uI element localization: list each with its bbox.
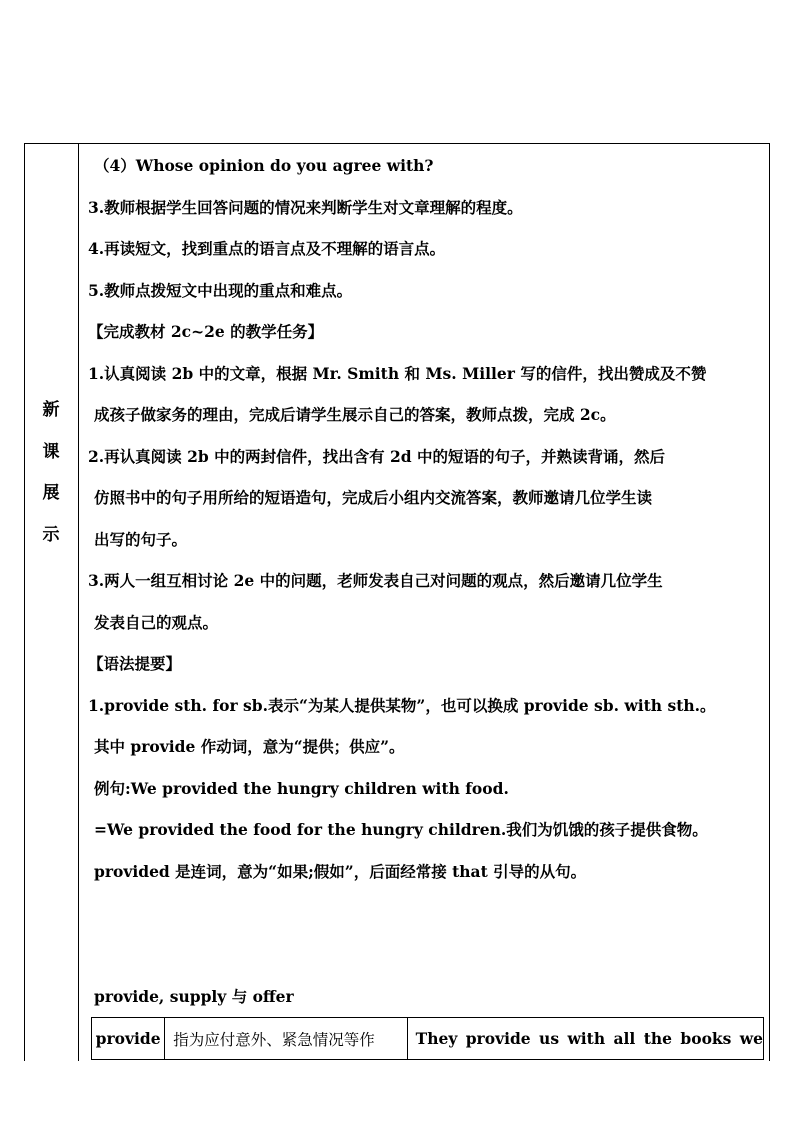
task-line: 2.再认真阅读 2b 中的两封信件，找出含有 2d 中的短语的句子，并熟读背诵，然后	[88, 447, 666, 466]
step-line: 3.教师根据学生回答问题的情况来判断学生对文章理解的程度。	[88, 198, 523, 217]
step-line: 5.教师点拨短文中出现的重点和难点。	[88, 281, 353, 300]
comparison-table	[91, 1017, 764, 1060]
section-heading: 【完成教材 2c~2e 的教学任务】	[88, 322, 324, 341]
task-line: 成孩子做家务的理由，完成后请学生展示自己的答案，教师点拨，完成 2c。	[94, 405, 616, 424]
task-line: 出写的句子。	[94, 530, 188, 549]
table-example-cell: They provide us with all the books we	[415, 1029, 763, 1048]
grammar-line: 其中 provide 作动词，意为“提供；供应”。	[94, 737, 405, 756]
column-divider	[78, 143, 79, 1061]
section-label	[24, 390, 78, 556]
section-label-char: 课	[42, 441, 60, 462]
section-label-char: 新	[42, 400, 60, 420]
step-line: 4.再读短文，找到重点的语言点及不理解的语言点。	[88, 239, 446, 258]
grammar-line: provided 是连词，意为“如果;假如”，后面经常接 that 引导的从句。	[94, 862, 587, 881]
section-label-char: 展	[42, 483, 60, 503]
table-meaning-cell: 指为应付意外、紧急情况等作	[165, 1018, 407, 1059]
task-line: 3.两人一组互相讨论 2e 中的问题，老师发表自己对问题的观点，然后邀请几位学生	[88, 571, 663, 590]
grammar-line: 1.provide sth. for sb.表示“为某人提供某物”，也可以换成 provide sb. with sth.。	[88, 696, 716, 715]
example-line: 例句:We provided the hungry children with food.	[94, 779, 509, 798]
example-line: =We provided the food for the hungry children.我们为饥饿的孩子提供食物。	[94, 820, 708, 839]
comparison-heading: provide, supply 与 offer	[94, 987, 294, 1006]
section-heading: 【语法提要】	[88, 654, 182, 673]
task-line: 发表自己的观点。	[94, 613, 219, 632]
section-label-char: 示	[42, 524, 60, 545]
question-line: （4）Whose opinion do you agree with?	[94, 156, 434, 175]
task-line: 仿照书中的句子用所给的短语造句，完成后小组内交流答案，教师邀请几位学生读	[94, 488, 653, 507]
task-line: 1.认真阅读 2b 中的文章，根据 Mr. Smith 和 Ms. Miller 写的信件，找出赞成及不赞	[88, 364, 707, 383]
table-word-cell: provide	[92, 1018, 165, 1059]
